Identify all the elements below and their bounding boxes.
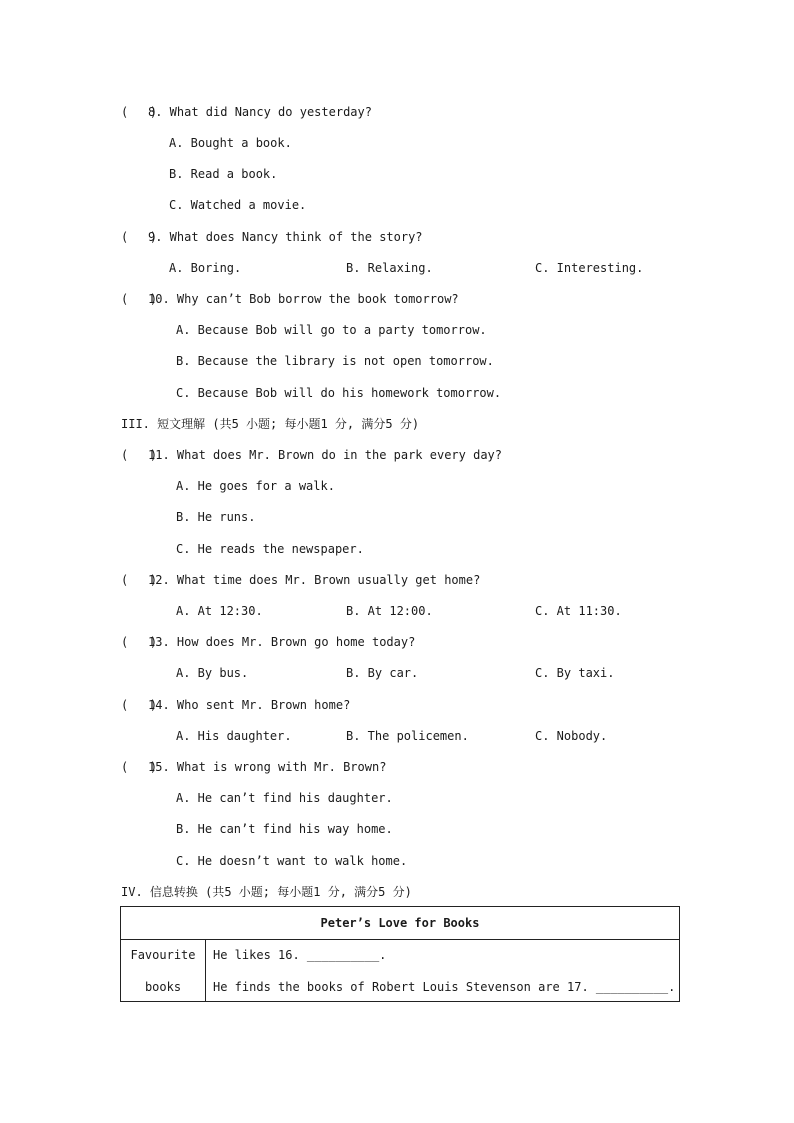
question-11-option-b: B. He runs. <box>176 510 256 524</box>
question-9-option-a: A. Boring. <box>169 261 242 275</box>
table-label-line-2: books <box>144 980 182 994</box>
question-11-option-a: A. He goes for a walk. <box>176 479 335 493</box>
question-14-option-b: B. The policemen. <box>346 729 469 743</box>
question-13-option-c: C. By taxi. <box>535 666 615 680</box>
question-14-option-c: C. Nobody. <box>535 729 608 743</box>
question-12-option-a: A. At 12:30. <box>176 604 263 618</box>
question-10-option-b: B. Because the library is not open tomorrow. <box>176 354 494 368</box>
question-10-prompt: 10. Why can’t Bob borrow the book tomorrow? <box>148 292 459 306</box>
question-11-prompt: 11. What does Mr. Brown do in the park every day? <box>148 448 503 462</box>
table-label-cell <box>121 940 206 1002</box>
question-12-option-c: C. At 11:30. <box>535 604 622 618</box>
answer-blank-9[interactable]: ( ) <box>121 230 158 244</box>
section-4-heading: IV. 信息转换 (共5 小题; 每小题1 分, 满分5 分) <box>121 885 412 899</box>
question-9-option-b: B. Relaxing. <box>346 261 433 275</box>
question-11-option-c: C. He reads the newspaper. <box>176 542 364 556</box>
question-9-option-c: C. Interesting. <box>535 261 644 275</box>
info-transfer-table <box>120 906 680 1002</box>
question-8-option-a: A. Bought a book. <box>169 136 292 150</box>
answer-blank-15[interactable]: ( ) <box>121 760 158 774</box>
answer-blank-13[interactable]: ( ) <box>121 635 158 649</box>
question-15-option-a: A. He can’t find his daughter. <box>176 791 393 805</box>
table-label-line-1: Favourite <box>130 948 196 962</box>
question-13-option-a: A. By bus. <box>176 666 249 680</box>
question-15-option-c: C. He doesn’t want to walk home. <box>176 854 408 868</box>
question-9-prompt: 9. What does Nancy think of the story? <box>148 230 423 244</box>
question-12-option-b: B. At 12:00. <box>346 604 433 618</box>
question-10-option-c: C. Because Bob will do his homework tomorrow. <box>176 386 502 400</box>
table-row-16[interactable]: He likes 16. __________. <box>213 948 387 962</box>
question-8-option-b: B. Read a book. <box>169 167 278 181</box>
answer-blank-11[interactable]: ( ) <box>121 448 158 462</box>
question-13-option-b: B. By car. <box>346 666 419 680</box>
table-title: Peter’s Love for Books <box>121 907 679 940</box>
question-8-prompt: 8. What did Nancy do yesterday? <box>148 105 372 119</box>
answer-blank-10[interactable]: ( ) <box>121 292 158 306</box>
question-8-option-c: C. Watched a movie. <box>169 198 307 212</box>
section-3-heading: III. 短文理解 (共5 小题; 每小题1 分, 满分5 分) <box>121 417 420 431</box>
question-15-prompt: 15. What is wrong with Mr. Brown? <box>148 760 387 774</box>
answer-blank-12[interactable]: ( ) <box>121 573 158 587</box>
question-14-option-a: A. His daughter. <box>176 729 292 743</box>
question-15-option-b: B. He can’t find his way home. <box>176 822 393 836</box>
question-12-prompt: 12. What time does Mr. Brown usually get home? <box>148 573 481 587</box>
question-13-prompt: 13. How does Mr. Brown go home today? <box>148 635 416 649</box>
question-10-option-a: A. Because Bob will go to a party tomorrow. <box>176 323 487 337</box>
answer-blank-14[interactable]: ( ) <box>121 698 158 712</box>
answer-blank-8[interactable]: ( ) <box>121 105 158 119</box>
question-14-prompt: 14. Who sent Mr. Brown home? <box>148 698 351 712</box>
table-row-17[interactable]: He finds the books of Robert Louis Stevenson are 17. __________. <box>213 980 676 994</box>
